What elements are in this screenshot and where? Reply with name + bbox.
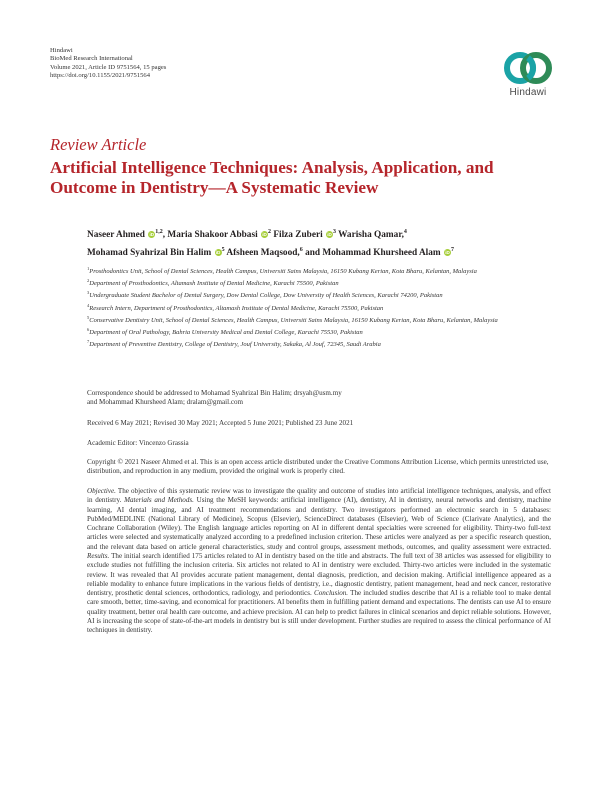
- author-name: Filza Zuberi: [273, 230, 323, 241]
- logo-wordmark: Hindawi: [509, 87, 547, 98]
- author-name: and Mohammad Khursheed Alam: [305, 247, 441, 258]
- correspondence-line: and Mohammad Khursheed Alam; dralam@gmail.com: [87, 398, 244, 407]
- abstract-objective-label: Objective.: [87, 487, 116, 495]
- orcid-icon[interactable]: iD: [215, 249, 221, 255]
- author-affil-ref: 1,2: [155, 229, 163, 235]
- article-type: Review Article: [50, 135, 147, 154]
- abstract-conclusion-label: Conclusion.: [313, 589, 349, 598]
- academic-editor: Academic Editor: Vincenzo Grassia: [87, 439, 189, 447]
- affiliation-item: $^2$Department of Prosthodontics, Altamash Institute of Dental Medicine, Karachi 75500, Pakistan: [87, 278, 339, 288]
- copyright-notice: Copyright © 2021 Naseer Ahmed et al. This is an open access article distributed under the Creative Commons Attribution License, which permits unrestricted use, distribution, and reproduction in any medium, provided the original work is properly cited.: [87, 458, 549, 476]
- affiliation-item: $^4$Research Intern, Department of Prosthodontics, Altamash Institute of Dental Medicine, Karachi 75500, Pakistan: [87, 302, 384, 312]
- author-list: Naseer Ahmed iD$^{1,2}$, Maria Shakoor Abbasi $iD^2$ Filza Zuberi $iD^3$ Warisha Qamar,$^4$ Mohamad Syahrizal Bin Halim $iD^5$ Afsheen Maqsood,$^6$ and Mohammad Khursheed Alam $iD^7$: [87, 229, 454, 258]
- author-affil-ref: 6: [299, 246, 303, 253]
- affiliation-item: $^3$Undergraduate Student Bachelor of Dental Surgery, Dow Dental College, Dow University of Health Sciences, Karachi 74200, Pakistan: [87, 290, 443, 300]
- author-name: Naseer Ahmed: [87, 230, 145, 241]
- orcid-icon[interactable]: iD: [262, 232, 267, 238]
- journal-info: [50, 47, 166, 80]
- affiliation-item: $^6$Department of Oral Pathology, Bahria University Medical and Dental College, Karachi 75530, Pakistan: [87, 327, 363, 337]
- orcid-icon[interactable]: iD: [327, 232, 332, 238]
- author-affil-ref: 2: [268, 229, 271, 235]
- author-name: Maria Shakoor Abbasi: [167, 230, 258, 241]
- author-affil-ref: 5: [221, 246, 225, 253]
- abstract-results-label: Results.: [87, 551, 110, 560]
- hindawi-logo: [496, 50, 560, 98]
- affiliation-item: $^1$Prosthodontics Unit, School of Dental Sciences, Health Campus, Universiti Sains Malaysia, 16150 Kubang Kerian, Kota Bharu, Kelantan, Malaysia: [87, 266, 477, 276]
- author-name: Warisha Qamar,: [338, 230, 404, 241]
- journal-name: BioMed Research International: [50, 55, 133, 63]
- affiliation-item: $^7$Department of Preventive Dentistry, College of Dentistry, Jouf University, Sakaka, Al Jouf, 72345, Saudi Arabia: [87, 339, 381, 349]
- abstract-conclusion: The included studies describe that AI is a reliable tool to make dental care smooth, better, time-saving, and economical for practitioners. AI benefits them in fulfilling patient demand and expectations. The dentists can use AI to ensure quality treatment, better oral health care outcome, and achieve precision. AI can help to predict failures in clinical scenarios and depict reliable solutions. However, AI is increasing the scope of state-of-the-art models in dentistry but is still under development. Further studies are required to assess the clinical performance of AI techniques in dentistry.: [87, 589, 551, 635]
- affiliation-item: $^5$Conservative Dentistry Unit, School of Dental Sciences, Health Campus, Universiti Sains Malaysia, 16150 Kubang Kerian, Kota Bharu, Kelantan, Malaysia: [87, 314, 498, 324]
- abstract: [87, 487, 551, 636]
- article-title: Artificial Intelligence Techniques: Analysis, Application, and Outcome in Dentistry—A Systematic Review: [50, 158, 494, 197]
- correspondence-line: Correspondence should be addressed to Mohamad Syahrizal Bin Halim; drsyah@usm.my: [87, 389, 342, 397]
- abstract-results: The initial search identified 175 articles related to AI in dentistry based on the title and abstracts. The full text of 38 articles was assessed for eligibility to exclude studies not fulfilling the inclusion criteria. Six articles not related to AI in dentistry were excluded. Thirty-two articles were included in the systematic review. It was revealed that AI provides accurate patient management, dental diagnosis, prediction, and decision making. Artificial intelligence appeared as a reliable modality to enhance future implications in the various fields of dentistry, i.e., diagnostic dentistry, patient management, head and neck cancer, restorative dentistry, prosthetic dental sciences, orthodontics, radiology, and periodontics.: [87, 551, 551, 598]
- affiliation-list: [87, 264, 557, 349]
- orcid-icon[interactable]: iD: [445, 249, 450, 255]
- author-affil-ref: 4: [403, 229, 407, 235]
- abstract-methods-label: Materials and Methods.: [124, 496, 194, 505]
- volume-info: Volume 2021, Article ID 9751564, 15 pages: [50, 63, 167, 71]
- correspondence: [87, 389, 557, 407]
- hindawi-logo-icon: [502, 50, 554, 86]
- abstract-objective: The objective of this systematic review was to investigate the quality and outcome of studies into artificial intelligence techniques, analysis, and effect in dentistry.: [87, 487, 551, 505]
- doi-link[interactable]: https://doi.org/10.1155/2021/9751564: [50, 71, 151, 79]
- article-dates: Received 6 May 2021; Revised 30 May 2021; Accepted 5 June 2021; Published 23 June 2021: [87, 419, 354, 427]
- author-name: Mohamad Syahrizal Bin Halim: [87, 247, 212, 258]
- abstract-methods: Using the MeSH keywords: artificial intelligence (AI), dentistry, AI in dentistry, neural networks and dentistry, machine learning, AI dental imaging, and AI treatment recommendations and dentistry. Two investigators performed an electronic search in 5 databases: PubMed/MEDLINE (National Library of Medicine), Scopus (Elsevier), ScienceDirect databases (Elsevier), Web of Science (Clarivate Analytics), and the Cochrane Collaboration (Wiley). The English language articles reporting on AI in different dental specialties were screened for eligibility. Thirty-two full-text articles were selected and systematically analyzed according to a predefined inclusion criterion. These articles were analyzed as per a specific research question, and the relevant data based on article general characteristics, study and control groups, assessment methods, outcomes, and quality assessment were extracted.: [87, 496, 552, 551]
- author-affil-ref: 7: [451, 246, 454, 253]
- author-name: Afsheen Maqsood,: [226, 247, 300, 258]
- publisher-name: Hindawi: [50, 47, 73, 54]
- orcid-icon[interactable]: iD: [149, 232, 155, 238]
- author-affil-ref: 3: [332, 229, 336, 235]
